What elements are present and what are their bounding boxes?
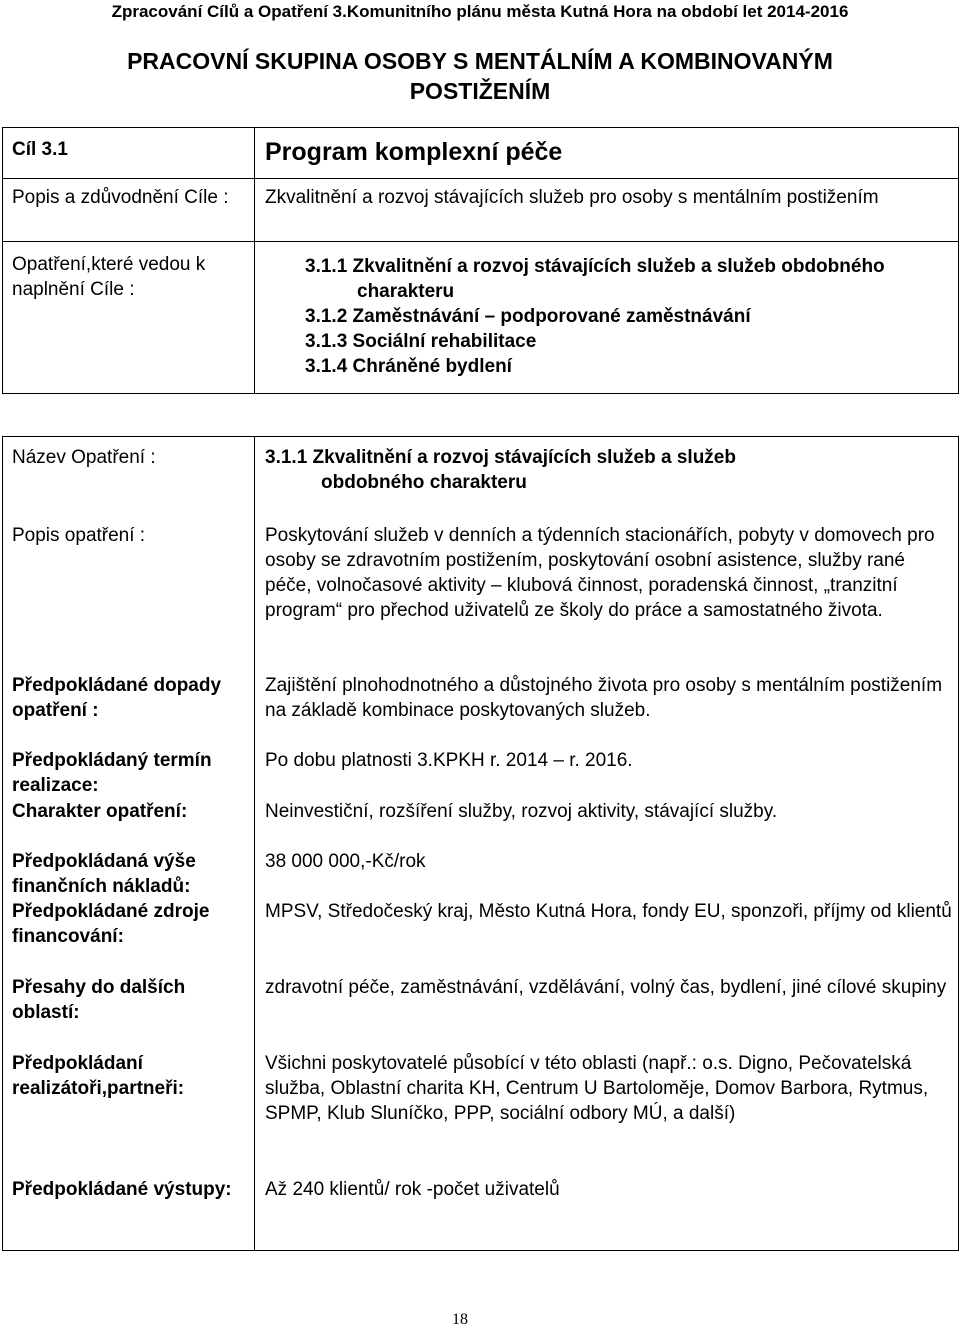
costs-value-block	[265, 849, 952, 899]
goal-measures-label-cell	[3, 242, 255, 394]
measure-values-column	[255, 437, 959, 1251]
overlap-label: Přesahy do dalších oblastí:	[12, 977, 186, 1023]
outputs-value-block	[265, 1177, 952, 1202]
goal-label-text: Cíl 3.1	[12, 139, 68, 160]
outputs-label: Předpokládané výstupy:	[12, 1179, 232, 1200]
goal-description-label: Popis a zdůvodnění Cíle :	[12, 187, 229, 208]
measure-name-line2: obdobného charakteru	[321, 472, 527, 493]
term-value: Po dobu platnosti 3.KPKH r. 2014 – r. 2016.	[265, 750, 633, 771]
character-value-block	[265, 799, 952, 849]
partners-value: Všichni poskytovatelé působící v této oblasti (např.: o.s. Digno, Pečovatelská služba, Oblastní charita KH, Centrum U Bartoloměje, Domov Barbora, Rytmus, SPMP, Klub Sluníčko, PPP, sociální odbory MÚ, a další)	[265, 1053, 929, 1124]
partners-value-block	[265, 1051, 952, 1177]
goal-description-label-cell	[3, 179, 255, 242]
partners-label-block	[12, 1051, 254, 1177]
page-number: 18	[452, 1311, 468, 1328]
funding-label-block	[12, 899, 254, 975]
overlap-value: zdravotní péče, zaměstnávání, vzdělávání, volný čas, bydlení, jiné cílové skupiny	[265, 977, 947, 998]
measure-labels-column	[3, 437, 255, 1251]
measure-item: 3.1.2 Zaměstnávání – podporované zaměstnávání	[305, 306, 751, 327]
measure-table	[2, 436, 959, 1251]
name-value-block	[265, 445, 952, 523]
goal-measures-cell	[255, 242, 959, 394]
name-label-block	[12, 445, 254, 523]
description-value: Poskytování služeb v denních a týdenních stacionářích, pobyty v domovech pro osoby se zdravotním postižením, poskytování osobní asistence, služby rané péče, volnočasové aktivity – klubová činnost, poradenská činnost, „tranzitní program“ pro přechod uživatelů ze školy do práce a samostatného života.	[265, 525, 935, 621]
impacts-label: Předpokládané dopady opatření :	[12, 675, 222, 721]
funding-label: Předpokládané zdroje financování:	[12, 901, 210, 947]
measures-list	[265, 254, 952, 379]
goal-measures-label: Opatření,které vedou k naplnění Cíle :	[12, 254, 206, 300]
measure-number: 3.1.1	[265, 447, 308, 468]
working-group-title: PRACOVNÍ SKUPINA OSOBY S MENTÁLNÍM A KOMBINOVANÝM POSTIŽENÍM	[127, 48, 833, 104]
character-label: Charakter opatření:	[12, 801, 188, 822]
costs-value: 38 000 000,-Kč/rok	[265, 851, 426, 872]
character-label-block	[12, 799, 254, 849]
partners-label: Předpokládaní realizátoři,partneři:	[12, 1053, 185, 1099]
impacts-label-block	[12, 673, 254, 748]
term-label-block	[12, 748, 254, 799]
measure-item: 3.1.3 Sociální rehabilitace	[305, 331, 537, 352]
overlap-value-block	[265, 975, 952, 1051]
description-label-block	[12, 523, 254, 673]
goal-description: Zkvalitnění a rozvoj stávajících služeb pro osoby s mentálním postižením	[265, 187, 879, 208]
impacts-value: Zajištění plnohodnotného a důstojného života pro osoby s mentálním postižením na základě kombinace poskytovaných služeb.	[265, 675, 943, 721]
term-value-block	[265, 748, 952, 799]
goal-table	[2, 127, 959, 394]
outputs-label-block	[12, 1177, 254, 1202]
document-header: Zpracování Cílů a Opatření 3.Komunitního plánu města Kutná Hora na období let 2014-2016	[111, 2, 849, 21]
measure-item: 3.1.1 Zkvalitnění a rozvoj stávajících služeb a služeb obdobného charakteru	[305, 256, 885, 302]
overlap-label-block	[12, 975, 254, 1051]
impacts-value-block	[265, 673, 952, 748]
measure-name-text: Zkvalitnění a rozvoj stávajících služeb a služeb	[312, 447, 736, 468]
funding-value: MPSV, Středočeský kraj, Město Kutná Hora, fondy EU, sponzoři, příjmy od klientů	[265, 901, 952, 922]
term-label: Předpokládaný termín realizace:	[12, 750, 212, 796]
goal-title: Program komplexní péče	[265, 138, 563, 166]
measure-name-line1	[265, 445, 952, 470]
goal-title-cell	[255, 128, 959, 179]
description-value-block	[265, 523, 952, 673]
measure-item: 3.1.4 Chráněné bydlení	[305, 356, 512, 377]
outputs-value: Až 240 klientů/ rok -počet uživatelů	[265, 1179, 560, 1200]
costs-label: Předpokládaná výše finančních nákladů:	[12, 851, 196, 897]
name-label: Název Opatření :	[12, 447, 156, 468]
goal-label	[3, 128, 255, 179]
funding-value-block	[265, 899, 952, 975]
description-label: Popis opatření :	[12, 525, 146, 546]
character-value: Neinvestiční, rozšíření služby, rozvoj aktivity, stávající služby.	[265, 801, 778, 822]
goal-description-cell	[255, 179, 959, 242]
costs-label-block	[12, 849, 254, 899]
